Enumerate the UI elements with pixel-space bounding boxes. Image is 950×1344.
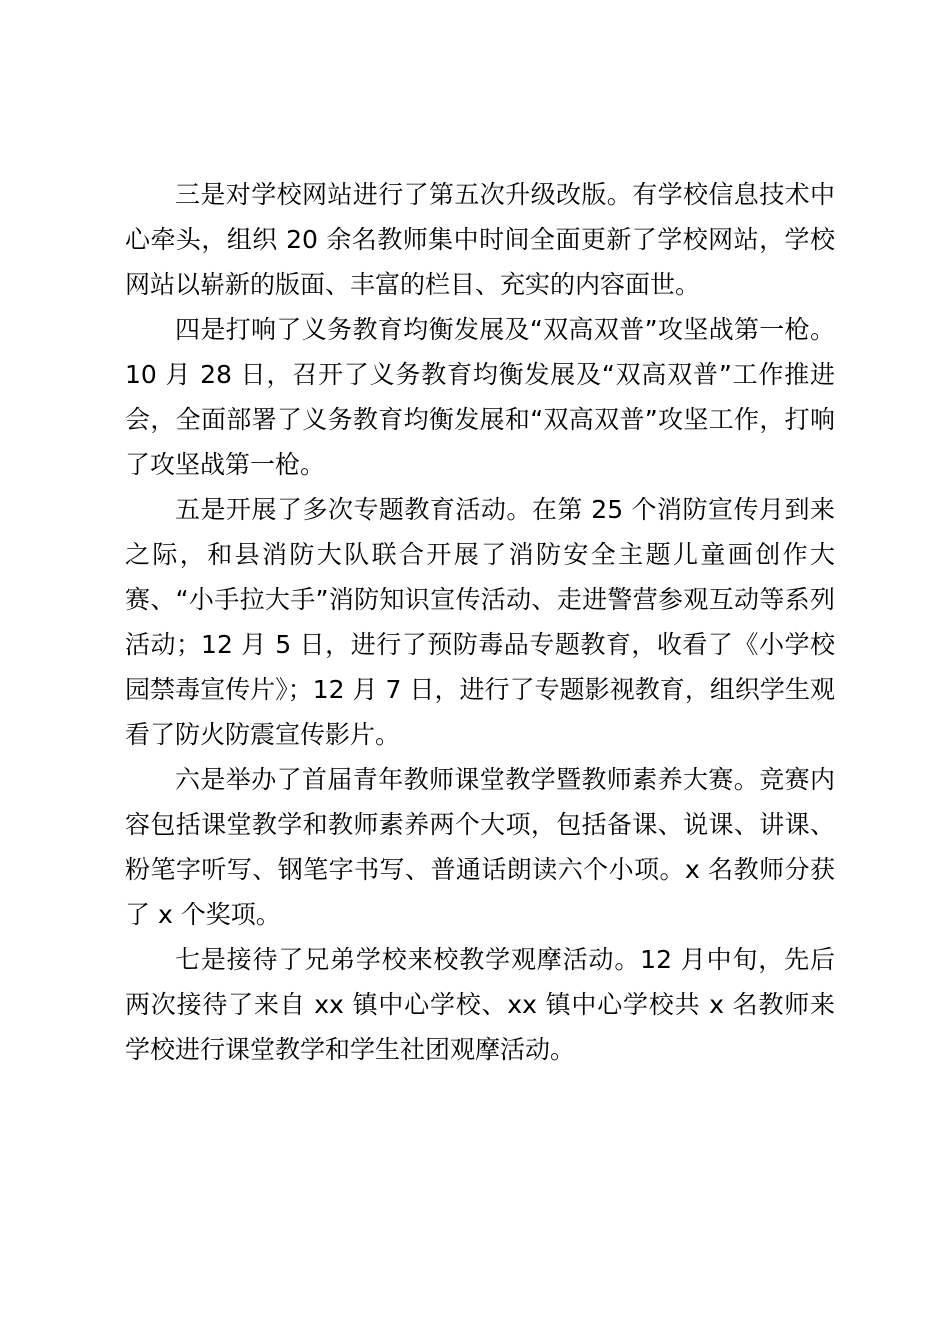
document-body	[125, 172, 835, 1072]
paragraph-education-balance: 四是打响了义务教育均衡发展及“双高双普”攻坚战第一枪。10 月 28 日，召开了义务教育均衡发展及“双高双普”工作推进会，全面部署了义务教育均衡发展和“双高双普”攻坚工作，打响了攻坚战第一枪。	[125, 315, 835, 479]
paragraph-special-education: 五是开展了多次专题教育活动。在第 25 个消防宣传月到来之际，和县消防大队联合开展了消防安全主题儿童画创作大赛、“小手拉大手”消防知识宣传活动、走进警营参观互动等系列活动；12 月 5 日，进行了预防毒品专题教育，收看了《小学校园禁毒宣传片》；12 月 7 日，进行了专题影视教育，组织学生观看了防火防震宣传影片。	[125, 495, 835, 749]
paragraph-teacher-contest: 六是举办了首届青年教师课堂教学暨教师素养大赛。竞赛内容包括课堂教学和教师素养两个大项，包括备课、说课、讲课、粉笔字听写、钢笔字书写、普通话朗读六个小项。x 名教师分获了 x 个奖项。	[125, 765, 835, 929]
paragraph-school-visit: 七是接待了兄弟学校来校教学观摩活动。12 月中旬，先后两次接待了来自 xx 镇中心学校、xx 镇中心学校共 x 名教师来学校进行课堂教学和学生社团观摩活动。	[125, 945, 835, 1064]
paragraph-website-upgrade: 三是对学校网站进行了第五次升级改版。有学校信息技术中心牵头，组织 20 余名教师集中时间全面更新了学校网站，学校网站以崭新的版面、丰富的栏目、充实的内容面世。	[125, 180, 835, 299]
